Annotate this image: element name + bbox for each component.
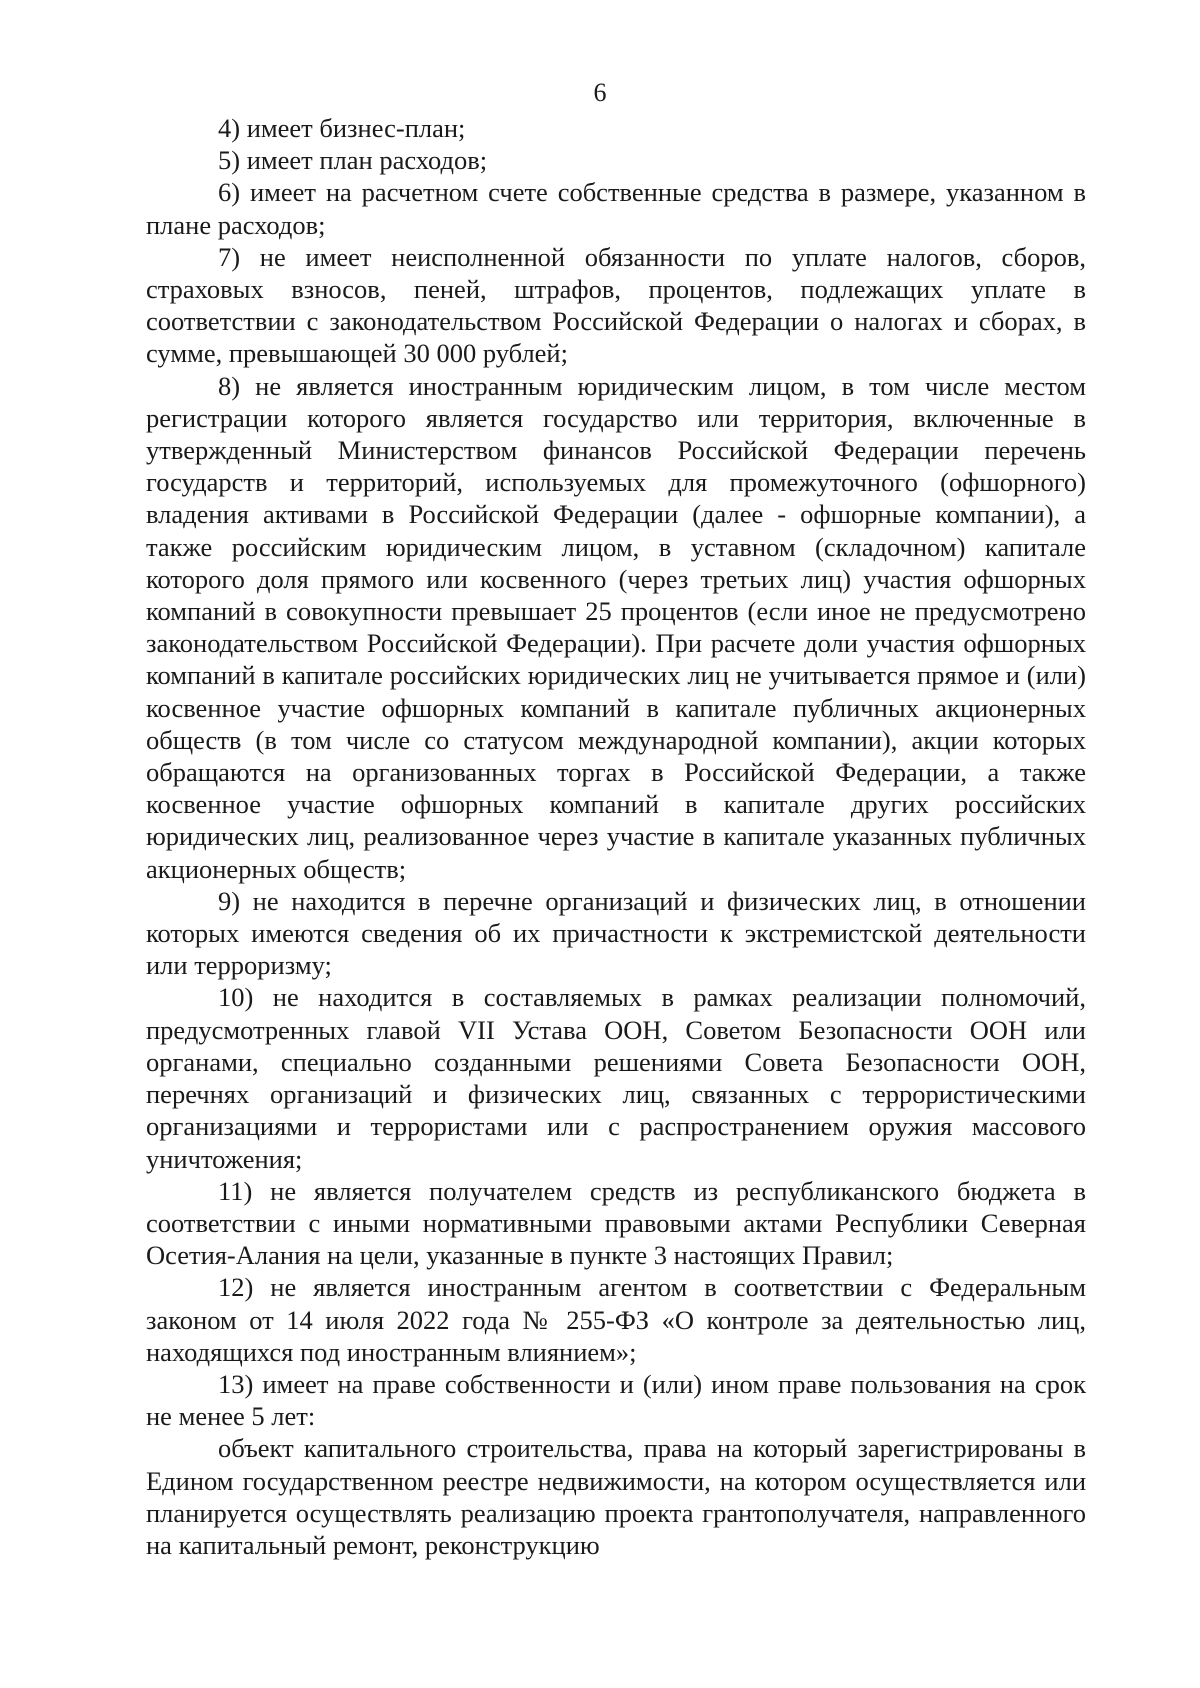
list-item-12: 12) не является иностранным агентом в соответствии с Федеральным законом от 14 июля 2022 года № 255-ФЗ «О контроле за деятельностью лиц, находящихся под иностранным влиянием»; [146, 1272, 1086, 1367]
list-item-4: 4) имеет бизнес-план; [218, 113, 466, 143]
document-body [146, 112, 1086, 1561]
list-item-8: 8) не является иностранным юридическим лицом, в том числе местом регистрации которого является государство или территория, включенные в утвержденный Министерством финансов Российской Федерации перечень государств и территорий, используемых для промежуточного (офшорного) владения активами в Российской Федерации (далее - офшорные компании), а также российским юридическим лицом, в уставном (складочном) капитале которого доля прямого или косвенного (через третьих лиц) участия офшорных компаний в совокупности превышает 25 процентов (если иное не предусмотрено законодательством Российской Федерации). При расчете доли участия офшорных компаний в капитале российских юридических лиц не учитывается прямое и (или) косвенное участие офшорных компаний в капитале публичных акционерных обществ (в том числе со статусом международной компании), акции которых обращаются на организованных торгах в Российской Федерации, а также косвенное участие офшорных компаний в капитале других российских юридических лиц, реализованное через участие в капитале указанных публичных акционерных обществ; [146, 370, 1086, 884]
list-item-7: 7) не имеет неисполненной обязанности по уплате налогов, сборов, страховых взносов, пеней, штрафов, процентов, подлежащих уплате в соответствии с законодательством Российской Федерации о налогах и сборах, в сумме, превышающей 30 000 рублей; [146, 241, 1086, 369]
list-item-5: 5) имеет план расходов; [218, 145, 488, 176]
list-item-11: 11) не является получателем средств из республиканского бюджета в соответствии с иными нормативными правовыми актами Республики Северная Осетия-Алания на цели, указанные в пункте 3 настоящих Правил; [146, 1175, 1086, 1271]
list-item-10: 10) не находится в составляемых в рамках реализации полномочий, предусмотренных главой VII Устава ООН, Советом Безопасности ООН или органами, специально созданными решениями Совета Безопасности ООН, перечнях организаций и физических лиц, связанных с террористическими организациями и террористами или с распространением оружия массового уничтожения; [146, 982, 1086, 1174]
page-number: 6 [593, 78, 607, 107]
list-item-13: 13) имеет на праве собственности и (или) ином праве пользования на срок не менее 5 лет: [146, 1368, 1086, 1432]
sub-item-capital-construction: объект капитального строительства, права на который зарегистрированы в Едином государственном реестре недвижимости, на котором осуществляется или планируется осуществлять реализацию проекта грантополучателя, направленного на капитальный ремонт, реконструкцию [146, 1433, 1086, 1560]
list-item-9: 9) не находится в перечне организаций и физических лиц, в отношении которых имеются сведения об их причастности к экстремистской деятельности или терроризму; [146, 885, 1086, 981]
list-item-6: 6) имеет на расчетном счете собственные средства в размере, указанном в плане расходов; [146, 177, 1086, 240]
